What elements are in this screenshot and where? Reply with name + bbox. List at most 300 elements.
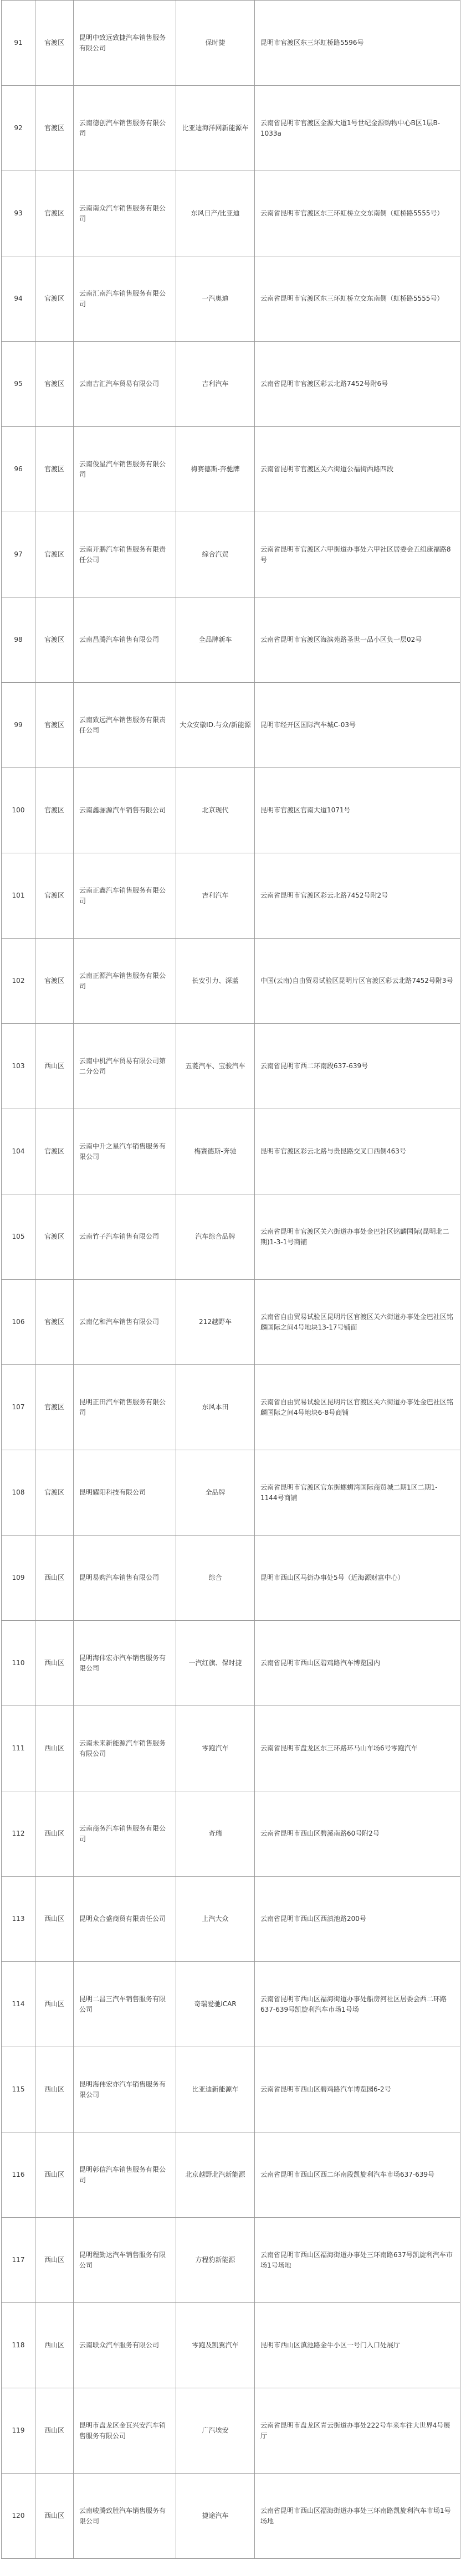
- brand-cell-text: 一汽红旗、保时捷: [188, 1659, 242, 1667]
- row-number-text: 109: [12, 1574, 25, 1581]
- address-cell: [255, 768, 460, 853]
- row-number-text: 105: [12, 1233, 25, 1240]
- dealer-table: [1, 0, 460, 2559]
- district-cell: [35, 1877, 74, 1962]
- row-number-text: 108: [12, 1488, 25, 1496]
- row-number-text: 110: [12, 1659, 25, 1667]
- district-cell: [35, 2218, 74, 2303]
- district-cell: [35, 768, 74, 853]
- company-name-cell-text: 昆明正田汽车销售服务有限公司: [79, 1398, 166, 1416]
- table-row: [2, 2474, 460, 2559]
- address-cell-text: 云南省昆明市官渡区海滨苑路圣世一品小区负一层02号: [260, 636, 422, 643]
- brand-cell: [176, 1962, 255, 2047]
- row-number: [2, 1962, 35, 2047]
- company-name-cell: [74, 939, 176, 1024]
- brand-cell-text: 吉利汽车: [202, 380, 229, 388]
- table-row: [2, 683, 460, 768]
- address-cell-text: 云南省昆明市官渡区彩云北路7452号附6号: [260, 380, 388, 388]
- company-name-cell: [74, 1706, 176, 1791]
- district-cell: [35, 1962, 74, 2047]
- district-cell: [35, 1365, 74, 1450]
- address-cell-text: 云南省昆明市西山区西滇池路200号: [260, 1915, 366, 1923]
- row-number: [2, 1, 35, 86]
- row-number: [2, 1109, 35, 1194]
- district-cell-text: 官渡区: [44, 1147, 64, 1155]
- address-cell: [255, 939, 460, 1024]
- brand-cell-text: 北京越野北汽新能源: [185, 2171, 245, 2178]
- address-cell: [255, 2218, 460, 2303]
- row-number: [2, 256, 35, 342]
- company-name-cell: [74, 2047, 176, 2132]
- table-row: [2, 768, 460, 853]
- company-name-cell-text: 云南俊星汽车销售服务有限公司: [79, 460, 166, 478]
- brand-cell-text: 奇瑞: [208, 1830, 222, 1837]
- row-number: [2, 768, 35, 853]
- address-cell-text: 云南省昆明市官渡区关六街道办事处金巴社区铭麟国际(昆明北二期)1-3-1号商铺: [260, 1227, 449, 1246]
- district-cell-text: 官渡区: [44, 977, 64, 985]
- district-cell-text: 西山区: [44, 2256, 64, 2264]
- brand-cell: [176, 342, 255, 427]
- row-number: [2, 342, 35, 427]
- address-cell: [255, 1109, 460, 1194]
- address-cell: [255, 597, 460, 683]
- company-name-cell-text: 云南中升之星汽车销售服务有限公司: [79, 1142, 166, 1161]
- address-cell-text: 昆明市西山区滇池路金牛小区一号门入口处展厅: [260, 2341, 401, 2349]
- brand-cell-text: 一汽奥迪: [202, 295, 229, 302]
- address-cell: [255, 1280, 460, 1365]
- brand-cell: [176, 1877, 255, 1962]
- company-name-cell: [74, 1962, 176, 2047]
- row-number: [2, 2218, 35, 2303]
- row-number: [2, 427, 35, 512]
- row-number-text: 94: [14, 295, 23, 302]
- company-name-cell: [74, 86, 176, 171]
- district-cell-text: 官渡区: [44, 295, 64, 302]
- district-cell: [35, 853, 74, 939]
- table-row: [2, 939, 460, 1024]
- table-row: [2, 1194, 460, 1280]
- row-number: [2, 1450, 35, 1536]
- company-name-cell: [74, 683, 176, 768]
- company-name-cell-text: 昆明海伟宏亦汽车销售服务有限公司: [79, 1653, 166, 1672]
- company-name-cell: [74, 2132, 176, 2218]
- district-cell-text: 官渡区: [44, 39, 64, 47]
- row-number: [2, 1706, 35, 1791]
- brand-cell: [176, 512, 255, 597]
- address-cell: [255, 683, 460, 768]
- brand-cell: [176, 171, 255, 256]
- row-number: [2, 2303, 35, 2388]
- row-number: [2, 939, 35, 1024]
- district-cell: [35, 1791, 74, 1877]
- district-cell-text: 西山区: [44, 1659, 64, 1667]
- address-cell: [255, 1536, 460, 1621]
- company-name-cell-text: 昆明易购汽车销售有限公司: [79, 1574, 160, 1581]
- row-number-text: 118: [12, 2341, 25, 2349]
- table-row: [2, 1791, 460, 1877]
- district-cell-text: 西山区: [44, 1574, 64, 1581]
- address-cell: [255, 853, 460, 939]
- table-row: [2, 171, 460, 256]
- brand-cell-text: 大众安徽ID.与众/新能源: [180, 721, 251, 729]
- brand-cell-text: 汽车综合品牌: [195, 1233, 235, 1240]
- brand-cell: [176, 2388, 255, 2474]
- row-number: [2, 683, 35, 768]
- row-number-text: 95: [14, 380, 23, 388]
- address-cell: [255, 1194, 460, 1280]
- row-number: [2, 1024, 35, 1109]
- company-name-cell-text: 昆明彰信汽车销售服务有限公司: [79, 2165, 166, 2184]
- company-name-cell-text: 云南中机汽车贸易有限公司第二分公司: [79, 1057, 166, 1075]
- table-row: [2, 2132, 460, 2218]
- district-cell-text: 官渡区: [44, 550, 64, 558]
- district-cell-text: 西山区: [44, 2341, 64, 2349]
- company-name-cell-text: 昆明程勤达汽车销售服务有限公司: [79, 2250, 166, 2269]
- brand-cell: [176, 1365, 255, 1450]
- row-number-text: 96: [14, 465, 23, 473]
- district-cell: [35, 2303, 74, 2388]
- brand-cell-text: 长安引力、深蓝: [192, 977, 239, 985]
- brand-cell: [176, 86, 255, 171]
- address-cell-text: 中国(云南)自由贸易试验区昆明片区官渡区彩云北路7452号附3号: [260, 977, 453, 985]
- company-name-cell-text: 云南峻腾致胜汽车销售服务有限公司: [79, 2506, 166, 2525]
- company-name-cell-text: 云南联众汽车服务有限公司: [79, 2341, 160, 2349]
- brand-cell: [176, 1450, 255, 1536]
- address-cell: [255, 2047, 460, 2132]
- table-row: [2, 1024, 460, 1109]
- brand-cell-text: 方程豹新能源: [195, 2256, 235, 2264]
- brand-cell-text: 北京现代: [202, 806, 229, 814]
- address-cell-text: 云南省昆明市官渡区官东街螺蛳湾国际商贸城二期1区二期1-1144号商铺: [260, 1483, 438, 1502]
- company-name-cell: [74, 1365, 176, 1450]
- address-cell-text: 云南省昆明市西山区福海街道办事处三环南路637号凯旋利汽车市场1号场地: [260, 2250, 453, 2269]
- row-number: [2, 597, 35, 683]
- table-row: [2, 1877, 460, 1962]
- row-number: [2, 853, 35, 939]
- row-number-text: 119: [12, 2426, 25, 2434]
- brand-cell: [176, 2218, 255, 2303]
- brand-cell: [176, 1621, 255, 1706]
- brand-cell: [176, 683, 255, 768]
- row-number-text: 106: [12, 1318, 25, 1326]
- address-cell-text: 昆明市经开区国际汽车城C-03号: [260, 721, 356, 729]
- address-cell-text: 云南省昆明市官渡区东三环虹桥立交东南侧（虹桥路5555号）: [260, 209, 444, 217]
- row-number: [2, 1791, 35, 1877]
- company-name-cell: [74, 512, 176, 597]
- brand-cell: [176, 256, 255, 342]
- brand-cell: [176, 2303, 255, 2388]
- table-row: [2, 427, 460, 512]
- company-name-cell-text: 云南未来新能源汽车销售服务有限公司: [79, 1739, 166, 1758]
- district-cell-text: 西山区: [44, 2085, 64, 2093]
- company-name-cell-text: 云南汇南汽车销售服务有限公司: [79, 289, 166, 308]
- company-name-cell: [74, 427, 176, 512]
- address-cell-text: 云南省昆明市西山区碧溪南路60号附2号: [260, 1830, 380, 1837]
- table-row: [2, 256, 460, 342]
- address-cell-text: 云南省昆明市官渡区金源大道1号世纪金源购物中心B区1层B-1033a: [260, 119, 440, 137]
- brand-cell-text: 东风日产/比亚迪: [191, 209, 240, 217]
- brand-cell-text: 综合汽贸: [202, 550, 229, 558]
- table-row: [2, 2218, 460, 2303]
- row-number-text: 115: [12, 2085, 25, 2093]
- row-number-text: 93: [14, 209, 23, 217]
- row-number-text: 104: [12, 1147, 25, 1155]
- company-name-cell-text: 云南正鑫汽车销售服务有限公司: [79, 886, 166, 905]
- company-name-cell-text: 云南南众汽车销售服务有限公司: [79, 204, 166, 223]
- row-number-text: 103: [12, 1062, 25, 1070]
- address-cell-text: 昆明市官渡区官南大道1071号: [260, 806, 351, 814]
- brand-cell: [176, 1, 255, 86]
- district-cell-text: 西山区: [44, 2000, 64, 2008]
- district-cell-text: 官渡区: [44, 1318, 64, 1326]
- brand-cell-text: 全品牌: [205, 1488, 226, 1496]
- table-row: [2, 1280, 460, 1365]
- table-row: [2, 2303, 460, 2388]
- company-name-cell-text: 云南开鹏汽车销售服务有限责任公司: [79, 545, 166, 564]
- address-cell-text: 云南省昆明市西二环南段637-639号: [260, 1062, 368, 1070]
- company-name-cell: [74, 1024, 176, 1109]
- table-row: [2, 853, 460, 939]
- company-name-cell: [74, 768, 176, 853]
- row-number: [2, 2047, 35, 2132]
- address-cell-text: 云南省昆明市官渡区彩云北路7452号附2号: [260, 892, 388, 899]
- brand-cell-text: 梅赛德斯-奔驰: [194, 1147, 237, 1155]
- brand-cell: [176, 1024, 255, 1109]
- row-number: [2, 1536, 35, 1621]
- district-cell: [35, 1, 74, 86]
- company-name-cell-text: 云南商务汽车销售服务有限公司: [79, 1824, 166, 1843]
- brand-cell: [176, 597, 255, 683]
- brand-cell-text: 梅赛德斯-奔驰牌: [191, 465, 240, 473]
- row-number: [2, 1194, 35, 1280]
- brand-cell: [176, 939, 255, 1024]
- district-cell-text: 西山区: [44, 2171, 64, 2178]
- row-number-text: 114: [12, 2000, 25, 2008]
- district-cell-text: 西山区: [44, 2426, 64, 2434]
- district-cell-text: 西山区: [44, 2512, 64, 2520]
- district-cell: [35, 1450, 74, 1536]
- address-cell-text: 云南省昆明市西山区碧鸡路汽车博览园内: [260, 1659, 381, 1667]
- district-cell: [35, 1109, 74, 1194]
- brand-cell-text: 比亚迪新能源车: [192, 2085, 239, 2093]
- company-name-cell-text: 昆明海伟宏亦汽车销售服务有限公司: [79, 2080, 166, 2099]
- table-row: [2, 1109, 460, 1194]
- district-cell: [35, 427, 74, 512]
- table-row: [2, 1450, 460, 1536]
- district-cell-text: 西山区: [44, 1062, 64, 1070]
- district-cell: [35, 171, 74, 256]
- brand-cell-text: 广汽埃安: [202, 2426, 229, 2434]
- address-cell: [255, 171, 460, 256]
- table-row: [2, 1962, 460, 2047]
- row-number: [2, 2132, 35, 2218]
- district-cell: [35, 2047, 74, 2132]
- address-cell: [255, 1962, 460, 2047]
- address-cell: [255, 2132, 460, 2218]
- row-number: [2, 2474, 35, 2559]
- address-cell-text: 云南省昆明市西山区碧鸡路汽车博览园6-2号: [260, 2085, 391, 2093]
- table-row: [2, 1, 460, 86]
- brand-cell-text: 捷途汽车: [202, 2512, 229, 2520]
- brand-cell: [176, 1194, 255, 1280]
- company-name-cell-text: 云南亿和汽车销售有限公司: [79, 1318, 160, 1326]
- district-cell: [35, 2132, 74, 2218]
- brand-cell-text: 吉利汽车: [202, 892, 229, 899]
- district-cell: [35, 2388, 74, 2474]
- company-name-cell: [74, 853, 176, 939]
- brand-cell-text: 212越野车: [199, 1318, 232, 1326]
- company-name-cell: [74, 171, 176, 256]
- address-cell: [255, 1877, 460, 1962]
- company-name-cell: [74, 2303, 176, 2388]
- row-number-text: 91: [14, 39, 23, 47]
- row-number: [2, 171, 35, 256]
- district-cell: [35, 1536, 74, 1621]
- row-number-text: 98: [14, 636, 23, 643]
- row-number: [2, 512, 35, 597]
- company-name-cell: [74, 2388, 176, 2474]
- district-cell-text: 官渡区: [44, 806, 64, 814]
- district-cell-text: 官渡区: [44, 209, 64, 217]
- district-cell: [35, 683, 74, 768]
- company-name-cell: [74, 1536, 176, 1621]
- row-number-text: 111: [12, 1744, 25, 1752]
- brand-cell: [176, 768, 255, 853]
- table-row: [2, 2047, 460, 2132]
- company-name-cell-text: 云南竹子汽车销售有限公司: [79, 1233, 160, 1240]
- district-cell: [35, 1706, 74, 1791]
- company-name-cell: [74, 1109, 176, 1194]
- district-cell: [35, 939, 74, 1024]
- brand-cell: [176, 2474, 255, 2559]
- district-cell-text: 官渡区: [44, 892, 64, 899]
- brand-cell: [176, 1536, 255, 1621]
- district-cell: [35, 86, 74, 171]
- row-number-text: 113: [12, 1915, 25, 1923]
- company-name-cell: [74, 2218, 176, 2303]
- company-name-cell-text: 昆明中致远致捷汽车销售服务有限公司: [79, 33, 166, 52]
- address-cell-text: 昆明市官渡区东三环虹桥路5596号: [260, 39, 364, 47]
- address-cell: [255, 2388, 460, 2474]
- row-number-text: 117: [12, 2256, 25, 2264]
- company-name-cell-text: 云南正源汽车销售服务有限公司: [79, 971, 166, 990]
- row-number-text: 102: [12, 977, 25, 985]
- company-name-cell-text: 云南鑫骊源汽车销售有限公司: [79, 806, 166, 814]
- row-number-text: 97: [14, 550, 23, 558]
- company-name-cell: [74, 256, 176, 342]
- company-name-cell: [74, 342, 176, 427]
- brand-cell: [176, 2047, 255, 2132]
- address-cell-text: 云南省昆明市官渡区六甲街道办事处六甲社区居委会五组康福路8号: [260, 545, 451, 564]
- company-name-cell-text: 昆明二昌三汽车销售服务有限公司: [79, 1995, 166, 2013]
- company-name-cell-text: 昆明市盘龙区金瓦兴安汽车销售服务有限公司: [79, 2421, 166, 2440]
- district-cell-text: 西山区: [44, 1744, 64, 1752]
- district-cell-text: 西山区: [44, 1915, 64, 1923]
- row-number: [2, 1621, 35, 1706]
- district-cell-text: 西山区: [44, 1830, 64, 1837]
- brand-cell-text: 全品牌新车: [198, 636, 232, 643]
- row-number: [2, 1365, 35, 1450]
- company-name-cell: [74, 2474, 176, 2559]
- address-cell: [255, 342, 460, 427]
- address-cell: [255, 1365, 460, 1450]
- address-cell: [255, 1, 460, 86]
- row-number-text: 120: [12, 2512, 25, 2520]
- address-cell-text: 云南省昆明市西山区西二环南段凯旋利汽车市场637-639号: [260, 2171, 435, 2178]
- table-row: [2, 1536, 460, 1621]
- company-name-cell: [74, 1450, 176, 1536]
- district-cell-text: 官渡区: [44, 1233, 64, 1240]
- district-cell-text: 官渡区: [44, 1403, 64, 1411]
- address-cell: [255, 2303, 460, 2388]
- address-cell-text: 云南省自由贸易试验区昆明片区官渡区关六街道办事处金巴社区铭麟国际之间4号地块13-17号铺面: [260, 1312, 454, 1331]
- district-cell: [35, 1194, 74, 1280]
- district-cell: [35, 597, 74, 683]
- row-number: [2, 86, 35, 171]
- brand-cell-text: 东风本田: [202, 1403, 229, 1411]
- table-row: [2, 2388, 460, 2474]
- company-name-cell: [74, 597, 176, 683]
- brand-cell: [176, 1280, 255, 1365]
- table-row: [2, 597, 460, 683]
- brand-cell-text: 零跑汽车: [202, 1744, 229, 1752]
- address-cell: [255, 86, 460, 171]
- address-cell-text: 云南省昆明市官渡区东三环虹桥立交东南侧（虹桥路5555号）: [260, 295, 444, 302]
- address-cell-text: 云南省昆明市官渡区关六街道公福街西路四段: [260, 465, 394, 473]
- company-name-cell-text: 昆明耀阳科技有限公司: [79, 1488, 146, 1496]
- row-number-text: 92: [14, 124, 23, 132]
- brand-cell-text: 综合: [208, 1574, 222, 1581]
- brand-cell: [176, 1791, 255, 1877]
- brand-cell: [176, 2132, 255, 2218]
- company-name-cell-text: 云南致远汽车销售服务有限责任公司: [79, 715, 166, 734]
- address-cell: [255, 2474, 460, 2559]
- company-name-cell-text: 云南吉汇汽车贸易有限公司: [79, 380, 160, 388]
- table-row: [2, 512, 460, 597]
- district-cell-text: 官渡区: [44, 380, 64, 388]
- district-cell: [35, 1621, 74, 1706]
- company-name-cell-text: 昆明众合盛商贸有限责任公司: [79, 1915, 166, 1923]
- address-cell-text: 云南省自由贸易试验区昆明片区官渡区关六街道办事处金巴社区铭麟国际之间4号地块6-8号商铺: [260, 1398, 454, 1416]
- company-name-cell: [74, 1, 176, 86]
- address-cell: [255, 427, 460, 512]
- address-cell-text: 云南省昆明市西山区福海街道办事处三环南路凯旋利汽车市场1号场地: [260, 2506, 451, 2525]
- address-cell: [255, 1621, 460, 1706]
- district-cell: [35, 1024, 74, 1109]
- row-number: [2, 1280, 35, 1365]
- row-number-text: 99: [14, 721, 23, 729]
- row-number-text: 100: [12, 806, 25, 814]
- company-name-cell: [74, 1280, 176, 1365]
- brand-cell-text: 零跑及凯翼汽车: [192, 2341, 239, 2349]
- address-cell: [255, 1024, 460, 1109]
- row-number: [2, 2388, 35, 2474]
- company-name-cell: [74, 1877, 176, 1962]
- district-cell-text: 官渡区: [44, 636, 64, 643]
- address-cell: [255, 256, 460, 342]
- brand-cell-text: 保时捷: [205, 39, 226, 47]
- row-number-text: 112: [12, 1830, 25, 1837]
- company-name-cell: [74, 1791, 176, 1877]
- district-cell-text: 官渡区: [44, 721, 64, 729]
- brand-cell-text: 五菱汽车、宝骏汽车: [185, 1062, 245, 1070]
- brand-cell: [176, 853, 255, 939]
- row-number: [2, 1877, 35, 1962]
- address-cell: [255, 512, 460, 597]
- company-name-cell: [74, 1194, 176, 1280]
- company-name-cell-text: 云南德创汽车销售服务有限公司: [79, 119, 166, 137]
- company-name-cell-text: 云南昌腾汽车销售有限公司: [79, 636, 160, 643]
